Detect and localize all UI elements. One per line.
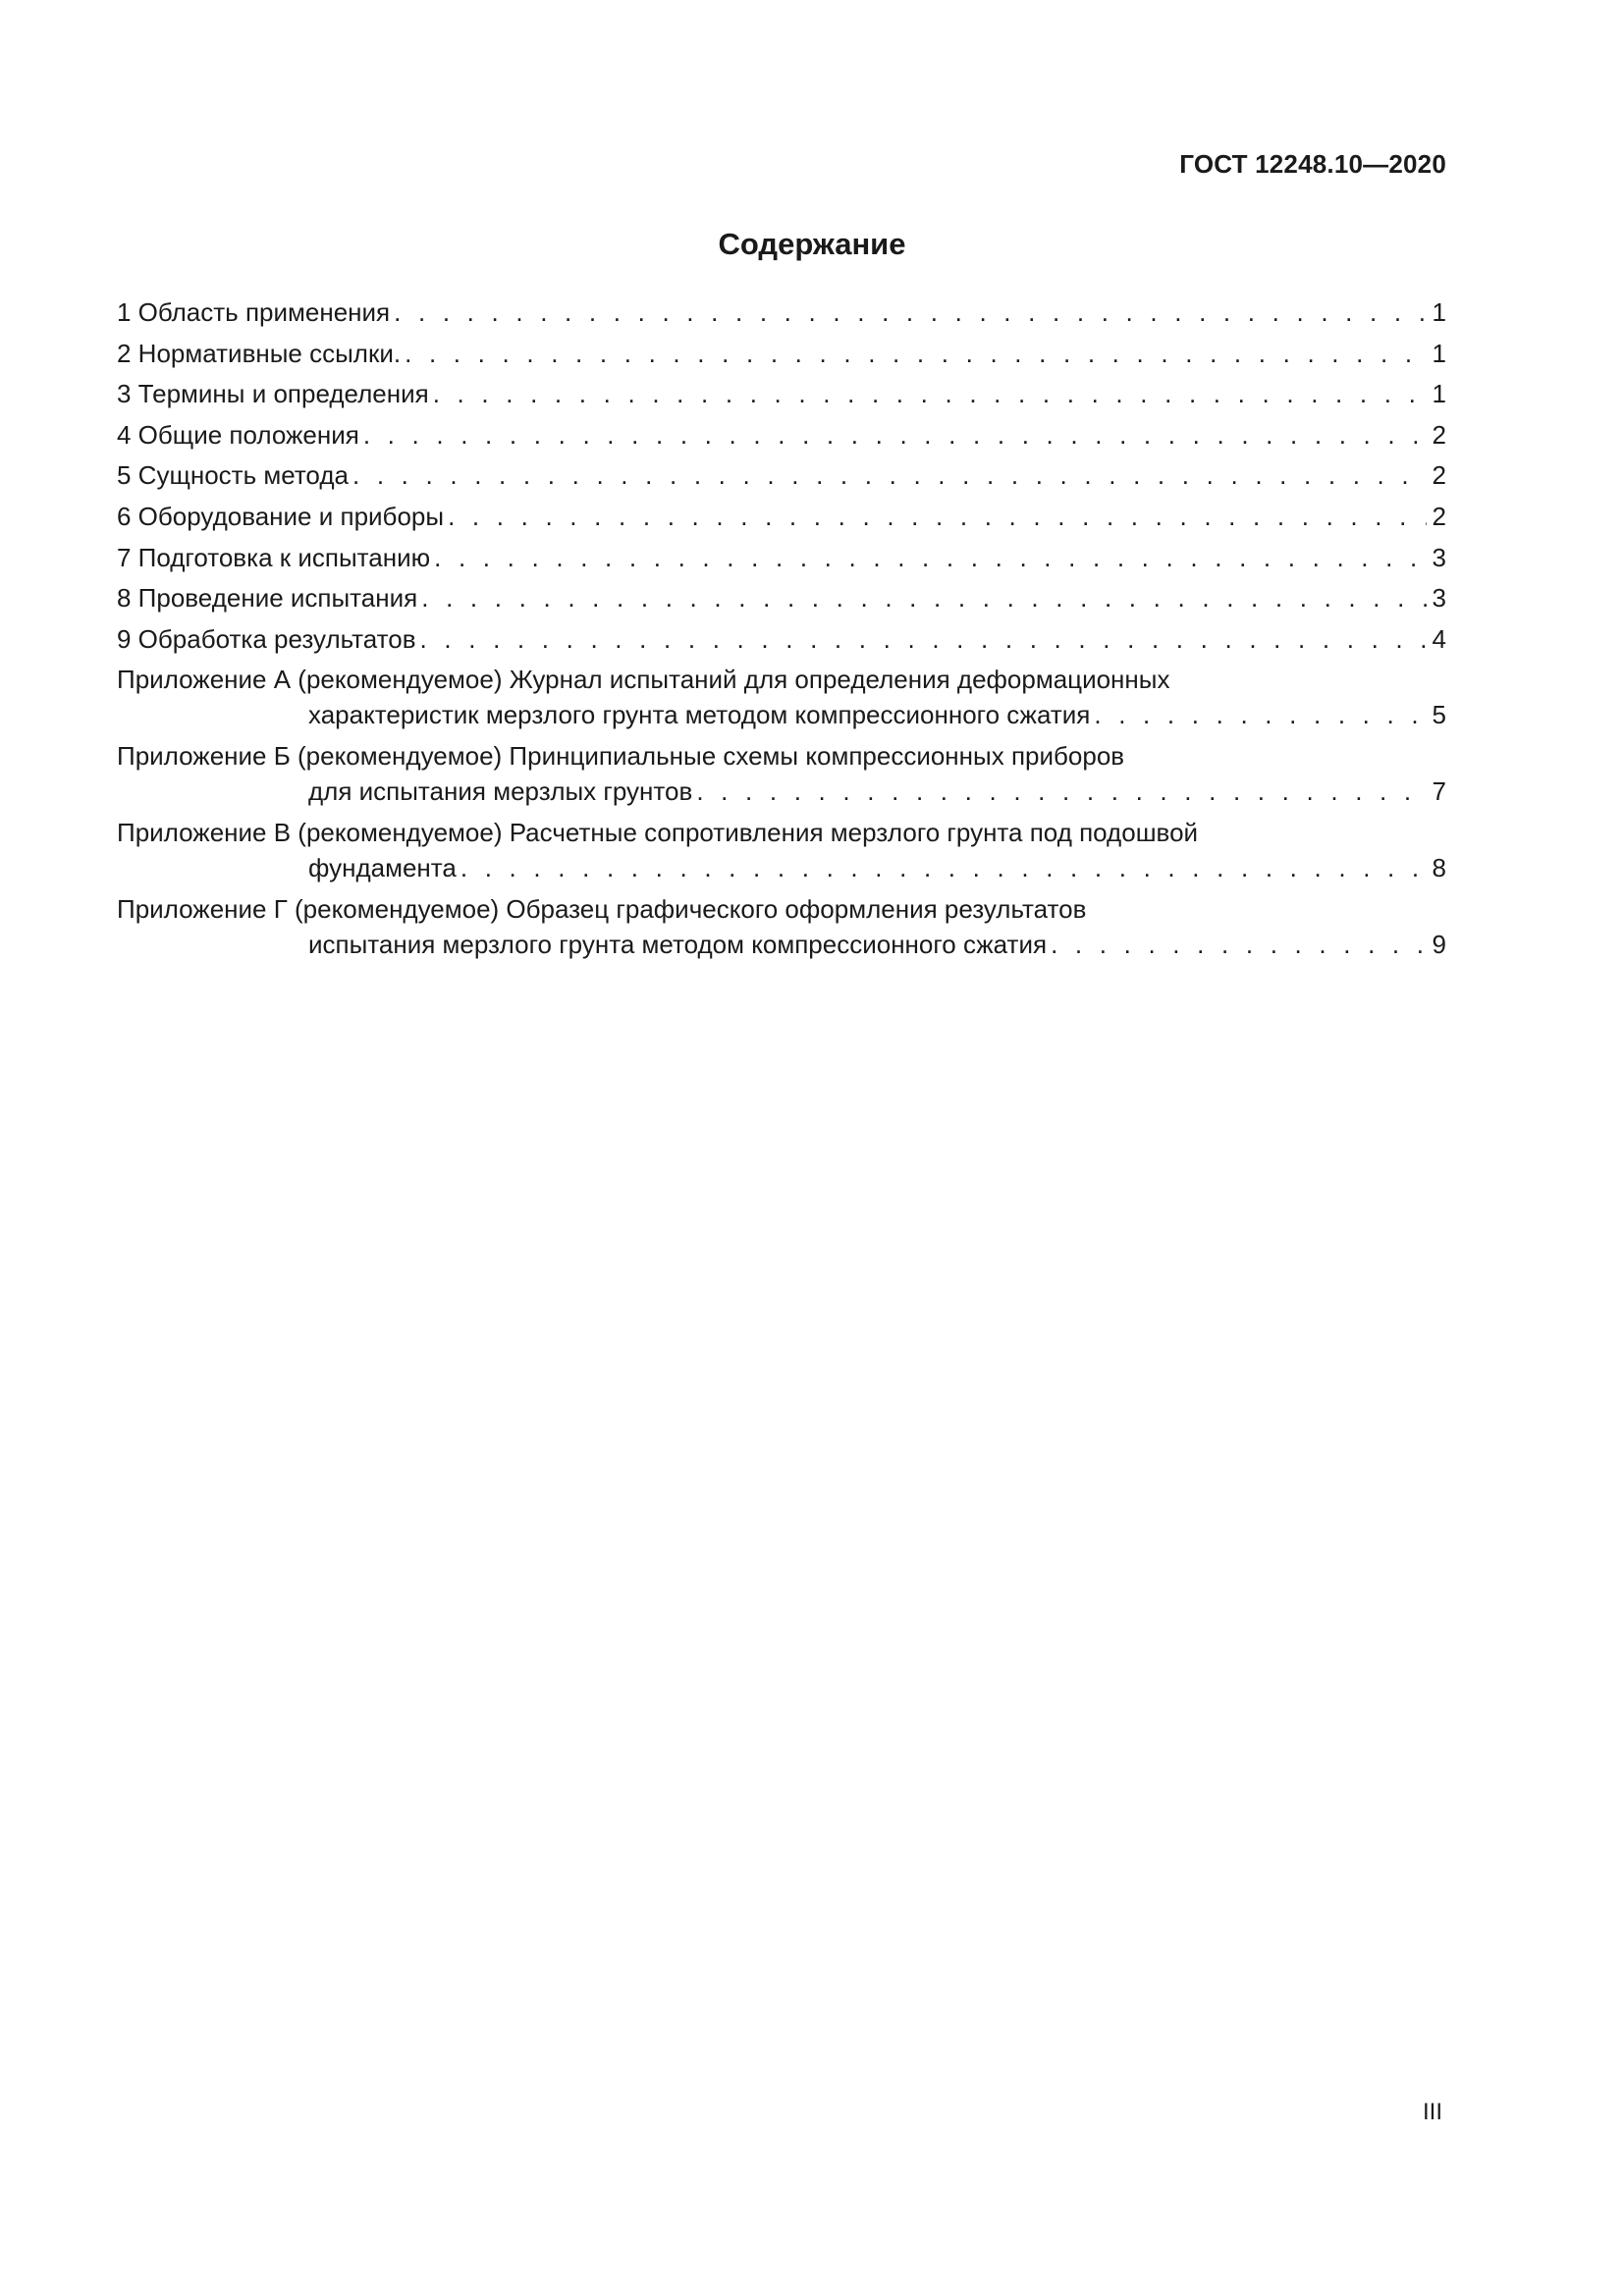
toc-entry[interactable] bbox=[117, 374, 1446, 415]
toc-entry-text-continued: испытания мерзлого грунта методом компрессионного сжатия bbox=[308, 930, 1048, 960]
toc-page-number: 5 bbox=[1432, 700, 1446, 730]
toc-title: Содержание bbox=[718, 227, 906, 261]
toc-entry[interactable] bbox=[117, 538, 1446, 579]
dot-leader bbox=[433, 374, 1427, 414]
dot-leader bbox=[1051, 927, 1426, 963]
page-number: III bbox=[1422, 2099, 1442, 2125]
toc-entry-text: 9 Обработка результатов bbox=[117, 623, 416, 654]
toc-entry-text: 7 Подготовка к испытанию bbox=[117, 542, 431, 572]
toc-entry-text: 5 Сущность метода bbox=[117, 460, 349, 491]
toc-page-number: 1 bbox=[1432, 338, 1446, 368]
toc-page-number: 2 bbox=[1432, 460, 1446, 491]
toc-entry-text: Приложение А (рекомендуемое) Журнал испытаний для определения деформационных bbox=[117, 665, 1170, 695]
toc-entry-appendix-v[interactable] bbox=[117, 813, 1446, 889]
document-code: ГОСТ 12248.10—2020 bbox=[1179, 149, 1446, 179]
toc-entry-appendix-a[interactable] bbox=[117, 660, 1446, 736]
toc-entry[interactable] bbox=[117, 497, 1446, 538]
toc-entry-appendix-g[interactable] bbox=[117, 889, 1446, 966]
toc-page-number: 7 bbox=[1432, 776, 1446, 807]
dot-leader bbox=[434, 538, 1426, 578]
toc-entry[interactable] bbox=[117, 415, 1446, 456]
toc-page-number: 8 bbox=[1432, 853, 1446, 883]
toc-entry-text-continued: для испытания мерзлых грунтов bbox=[308, 776, 693, 807]
dot-leader bbox=[363, 415, 1427, 455]
dot-leader bbox=[421, 578, 1426, 618]
toc-page-number: 2 bbox=[1432, 419, 1446, 450]
dot-leader bbox=[1094, 697, 1426, 733]
toc-entry[interactable] bbox=[117, 455, 1446, 497]
toc-entry[interactable] bbox=[117, 334, 1446, 375]
toc-list bbox=[117, 293, 1446, 966]
toc-entry-text: Приложение Г (рекомендуемое) Образец графического оформления результатов bbox=[117, 894, 1087, 925]
toc-entry-text-continued: фундамента bbox=[308, 853, 457, 883]
toc-entry-text-continued: характеристик мерзлого грунта методом компрессионного сжатия bbox=[308, 700, 1091, 730]
dot-leader bbox=[394, 293, 1426, 333]
toc-page-number: 1 bbox=[1432, 297, 1446, 327]
dot-leader bbox=[448, 497, 1426, 537]
dot-leader bbox=[405, 334, 1426, 374]
dot-leader bbox=[460, 850, 1427, 886]
toc-page-number: 3 bbox=[1432, 583, 1446, 614]
dot-leader bbox=[352, 455, 1427, 496]
toc-entry[interactable] bbox=[117, 578, 1446, 619]
toc-entry-text: Приложение В (рекомендуемое) Расчетные сопротивления мерзлого грунта под подошвой bbox=[117, 818, 1199, 848]
toc-entry-text: 6 Оборудование и приборы bbox=[117, 501, 445, 531]
toc-entry[interactable] bbox=[117, 293, 1446, 334]
toc-page-number: 1 bbox=[1432, 379, 1446, 409]
toc-entry-appendix-b[interactable] bbox=[117, 736, 1446, 813]
toc-entry-text: 2 Нормативные ссылки. bbox=[117, 338, 402, 368]
toc-entry-text: 3 Термины и определения bbox=[117, 379, 429, 409]
toc-entry-text: Приложение Б (рекомендуемое) Принципиальные схемы компрессионных приборов bbox=[117, 741, 1125, 772]
toc-page-number: 4 bbox=[1432, 623, 1446, 654]
toc-page-number: 9 bbox=[1432, 930, 1446, 960]
toc-entry-text: 8 Проведение испытания bbox=[117, 583, 418, 614]
toc-entry[interactable] bbox=[117, 619, 1446, 661]
toc-page-number: 2 bbox=[1432, 501, 1446, 531]
toc-entry-text: 4 Общие положения bbox=[117, 419, 359, 450]
toc-page-number: 3 bbox=[1432, 542, 1446, 572]
dot-leader bbox=[420, 619, 1427, 660]
toc-entry-text: 1 Область применения bbox=[117, 297, 391, 327]
dot-leader bbox=[696, 774, 1426, 810]
